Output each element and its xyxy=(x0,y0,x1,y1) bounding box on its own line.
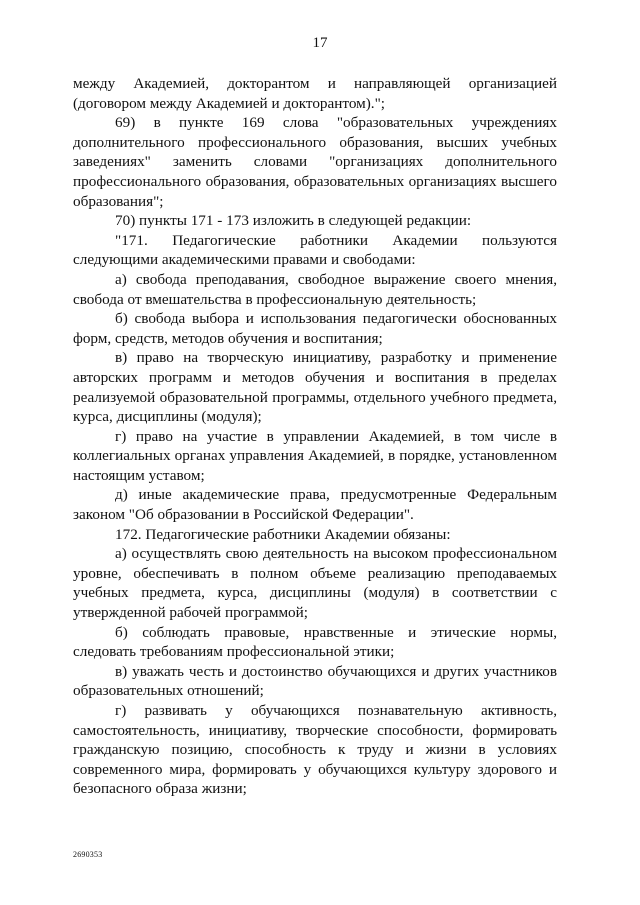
paragraph-item-69: 69) в пункте 169 слова "образовательных учреждениях дополнительного профессионального образования, высших учебных заведениях" заменить словами "организациях дополнительного профессионального образования, образовательных организациях высшего образования"; xyxy=(73,114,557,210)
paragraph-172-g: г) развивать у обучающихся познавательную активность, самостоятельность, инициативу, творческие способности, формировать гражданскую позицию, способность к труду и жизни в условиях современного мира, формировать у обучающихся культуру здорового и безопасного образа жизни; xyxy=(73,702,557,798)
paragraph-171-d: д) иные академические права, предусмотренные Федеральным законом "Об образовании в Российской Федерации". xyxy=(73,486,557,524)
paragraph-continuation: между Академией, докторантом и направляющей организацией (договором между Академией и докторантом)."; xyxy=(73,75,557,112)
document-body xyxy=(73,74,557,799)
paragraph-171-v: в) право на творческую инициативу, разработку и применение авторских программ и методов обучения и воспитания в пределах реализуемой образовательной программы, отдельного учебного предмета, курса, дисциплины (модуля); xyxy=(73,349,557,426)
paragraph-clause-171: "171. Педагогические работники Академии пользуются следующими академическими правами и свободами: xyxy=(73,231,557,269)
paragraph-item-70: 70) пункты 171 - 173 изложить в следующей редакции: xyxy=(115,212,472,230)
paragraph-172-a: а) осуществлять свою деятельность на высоком профессиональном уровне, обеспечивать в полном объеме реализацию преподаваемых учебных предмета, курса, дисциплины (модуля) в соответствии с утвержденной рабочей программой; xyxy=(73,545,557,622)
document-code: 2690353 xyxy=(73,850,103,859)
paragraph-171-b: б) свобода выбора и использования педагогически обоснованных форм, средств, методов обучения и воспитания; xyxy=(73,310,557,347)
page-number: 17 xyxy=(312,35,328,51)
paragraph-172-b: б) соблюдать правовые, нравственные и этические нормы, следовать требованиям профессиональной этики; xyxy=(73,623,557,661)
paragraph-172-v: в) уважать честь и достоинство обучающихся и других участников образовательных отношений; xyxy=(73,662,557,700)
paragraph-171-g: г) право на участие в управлении Академией, в том числе в коллегиальных органах управления Академией, в порядке, установленном настоящим уставом; xyxy=(73,427,557,484)
paragraph-171-a: а) свобода преподавания, свободное выражение своего мнения, свобода от вмешательства в профессиональную деятельность; xyxy=(73,270,557,308)
paragraph-clause-172: 172. Педагогические работники Академии обязаны: xyxy=(115,525,451,543)
